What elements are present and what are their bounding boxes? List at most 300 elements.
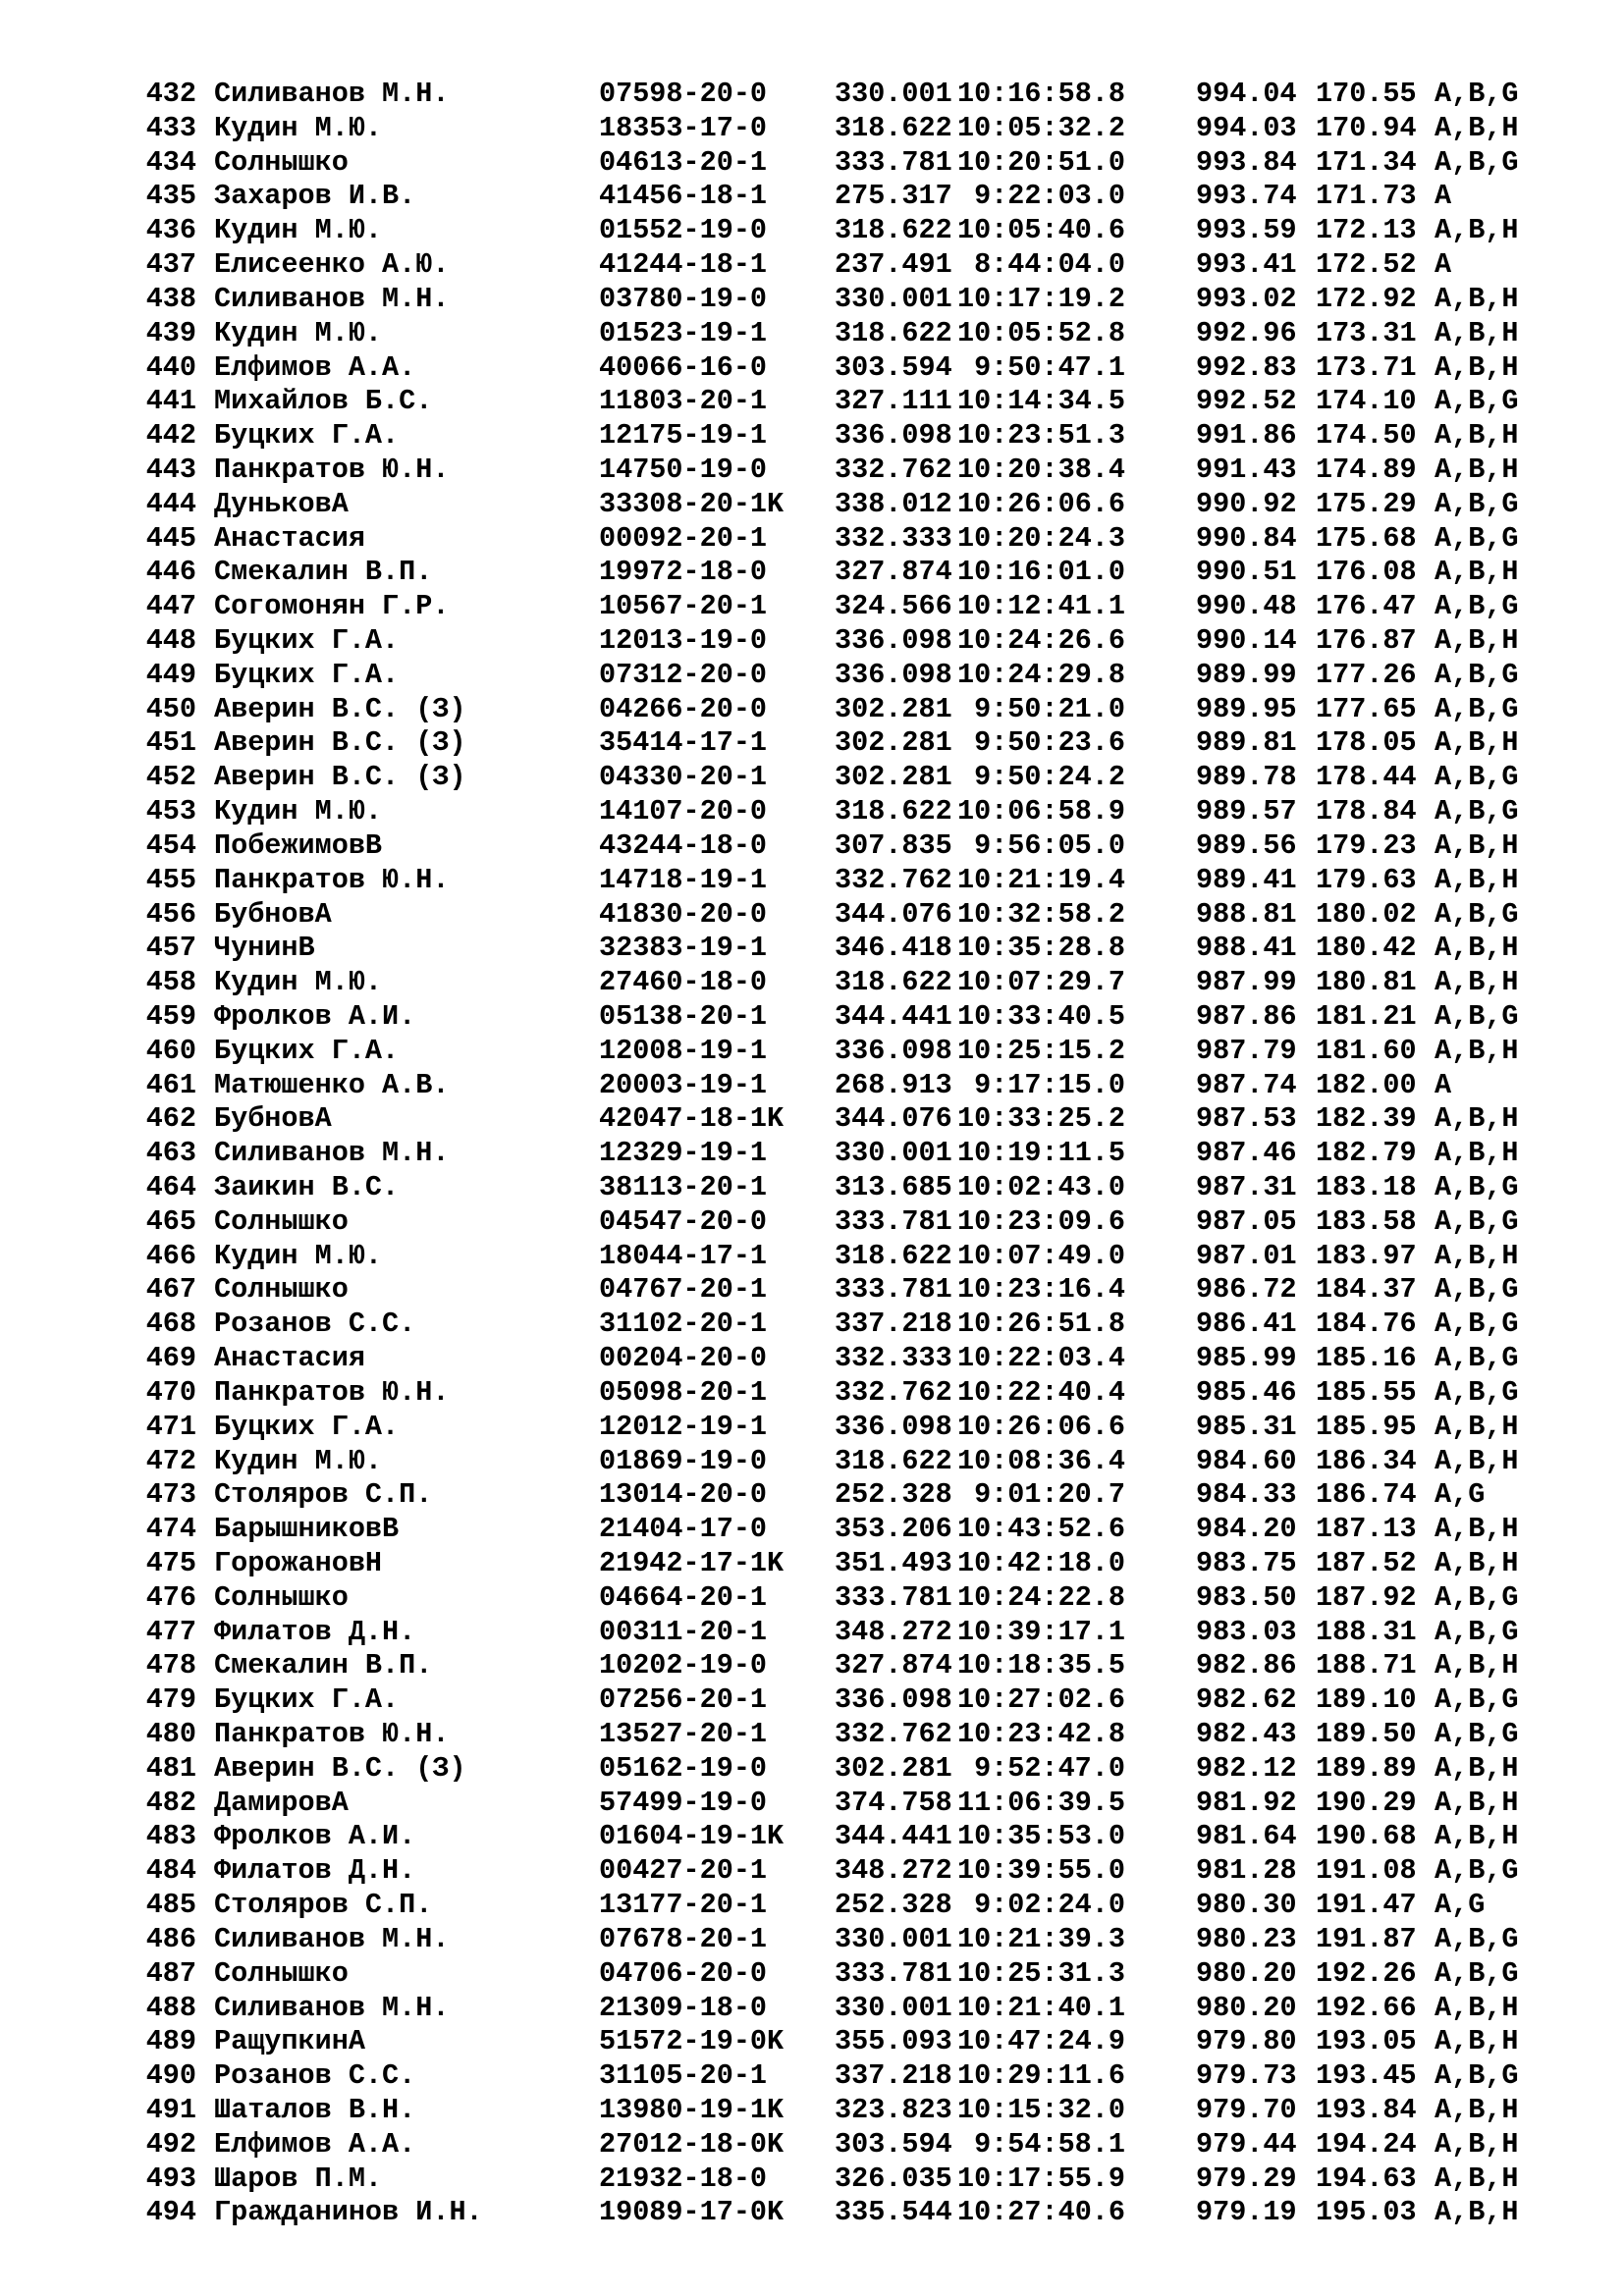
category-cell: A,B,G (1435, 145, 1519, 179)
distance-cell: 302.281 (835, 761, 952, 794)
speed-cell: 979.73 (1196, 2059, 1297, 2093)
arrival-time-cell: 10:25:31.3 (956, 1956, 1125, 1990)
coefficient-cell: 191.47 (1316, 1889, 1417, 1922)
arrival-time-cell: 10:07:49.0 (956, 1239, 1125, 1272)
distance-cell: 330.001 (835, 282, 952, 315)
speed-cell: 979.44 (1196, 2127, 1297, 2161)
coefficient-cell: 182.00 (1316, 1068, 1417, 1101)
category-cell: A,B,H (1435, 2196, 1519, 2229)
name-cell: Матюшенко А.В. (214, 1068, 450, 1101)
category-cell: A,B,G (1435, 1956, 1519, 1990)
name-cell: Столяров С.П. (214, 1889, 433, 1922)
ring-number-cell: 05098-20-1 (599, 1375, 768, 1409)
ring-number-cell: 07256-20-1 (599, 1683, 768, 1717)
coefficient-cell: 185.16 (1316, 1342, 1417, 1375)
distance-cell: 332.762 (835, 453, 952, 486)
category-cell: A,B,H (1435, 932, 1519, 965)
coefficient-cell: 185.95 (1316, 1410, 1417, 1443)
speed-cell: 989.99 (1196, 658, 1297, 691)
name-cell: Силиванов М.Н. (214, 1991, 450, 2024)
arrival-time-cell: 10:20:24.3 (956, 521, 1125, 555)
arrival-time-cell: 10:20:51.0 (956, 145, 1125, 179)
category-cell: A,B,H (1435, 282, 1519, 315)
name-cell: Силиванов М.Н. (214, 1137, 450, 1170)
category-cell: A,B,G (1435, 1922, 1519, 1955)
coefficient-cell: 174.89 (1316, 453, 1417, 486)
place-cell: 493 (145, 2162, 196, 2195)
place-cell: 444 (145, 487, 196, 520)
name-cell: Силиванов М.Н. (214, 1922, 450, 1955)
distance-cell: 344.076 (835, 1102, 952, 1136)
arrival-time-cell: 9:02:24.0 (974, 1889, 1125, 1922)
ring-number-cell: 21942-17-1K (599, 1546, 785, 1579)
speed-cell: 989.57 (1196, 795, 1297, 828)
ring-number-cell: 10567-20-1 (599, 590, 768, 623)
speed-cell: 992.52 (1196, 385, 1297, 418)
distance-cell: 336.098 (835, 658, 952, 691)
category-cell: A,B,G (1435, 487, 1519, 520)
name-cell: Заикин В.С. (214, 1171, 400, 1203)
coefficient-cell: 175.29 (1316, 487, 1417, 520)
coefficient-cell: 181.21 (1316, 999, 1417, 1033)
speed-cell: 994.03 (1196, 111, 1297, 144)
ring-number-cell: 04547-20-0 (599, 1204, 768, 1238)
category-cell: A,B,H (1435, 828, 1519, 862)
category-cell: A,B,H (1435, 214, 1519, 247)
category-cell: A,B,H (1435, 624, 1519, 657)
speed-cell: 981.92 (1196, 1786, 1297, 1819)
arrival-time-cell: 10:42:18.0 (956, 1546, 1125, 1579)
place-cell: 494 (145, 2196, 196, 2229)
category-cell: A,B,G (1435, 1308, 1519, 1341)
distance-cell: 336.098 (835, 1034, 952, 1067)
place-cell: 448 (145, 624, 196, 657)
ring-number-cell: 21932-18-0 (599, 2162, 768, 2195)
name-cell: Буцких Г.А. (214, 1410, 400, 1443)
ring-number-cell: 01552-19-0 (599, 214, 768, 247)
arrival-time-cell: 10:24:26.6 (956, 624, 1125, 657)
ring-number-cell: 13177-20-1 (599, 1889, 768, 1922)
arrival-time-cell: 10:14:34.5 (956, 385, 1125, 418)
arrival-time-cell: 10:21:19.4 (956, 863, 1125, 896)
ring-number-cell: 14107-20-0 (599, 795, 768, 828)
name-cell: Силиванов М.Н. (214, 78, 450, 110)
category-cell: A,B,G (1435, 999, 1519, 1033)
ring-number-cell: 07598-20-0 (599, 78, 768, 110)
ring-number-cell: 12175-19-1 (599, 419, 768, 453)
distance-cell: 336.098 (835, 419, 952, 453)
name-cell: Буцких Г.А. (214, 1034, 400, 1067)
ring-number-cell: 43244-18-0 (599, 828, 768, 862)
name-cell: Силиванов М.Н. (214, 282, 450, 315)
category-cell: A,B,G (1435, 1171, 1519, 1203)
speed-cell: 983.03 (1196, 1615, 1297, 1648)
coefficient-cell: 177.26 (1316, 658, 1417, 691)
distance-cell: 332.762 (835, 863, 952, 896)
place-cell: 470 (145, 1375, 196, 1409)
distance-cell: 353.206 (835, 1513, 952, 1546)
ring-number-cell: 03780-19-0 (599, 282, 768, 315)
category-cell: A,B,H (1435, 316, 1519, 349)
name-cell: Кудин М.Ю. (214, 795, 383, 828)
arrival-time-cell: 10:20:38.4 (956, 453, 1125, 486)
speed-cell: 991.86 (1196, 419, 1297, 453)
name-cell: Солнышко (214, 1956, 349, 1990)
speed-cell: 994.04 (1196, 78, 1297, 110)
place-cell: 482 (145, 1786, 196, 1819)
place-cell: 440 (145, 350, 196, 384)
ring-number-cell: 12329-19-1 (599, 1137, 768, 1170)
ring-number-cell: 14750-19-0 (599, 453, 768, 486)
coefficient-cell: 193.05 (1316, 2025, 1417, 2058)
arrival-time-cell: 10:27:40.6 (956, 2196, 1125, 2229)
ring-number-cell: 27460-18-0 (599, 966, 768, 999)
coefficient-cell: 176.47 (1316, 590, 1417, 623)
speed-cell: 988.41 (1196, 932, 1297, 965)
distance-cell: 344.441 (835, 999, 952, 1033)
category-cell: A,B,G (1435, 1375, 1519, 1409)
speed-cell: 984.60 (1196, 1444, 1297, 1477)
place-cell: 466 (145, 1239, 196, 1272)
coefficient-cell: 180.02 (1316, 897, 1417, 931)
distance-cell: 318.622 (835, 966, 952, 999)
category-cell: A,B,H (1435, 2162, 1519, 2195)
coefficient-cell: 178.84 (1316, 795, 1417, 828)
category-cell: A,B,G (1435, 78, 1519, 110)
coefficient-cell: 176.08 (1316, 556, 1417, 589)
arrival-time-cell: 10:17:19.2 (956, 282, 1125, 315)
name-cell: Панкратов Ю.Н. (214, 1718, 450, 1750)
ring-number-cell: 20003-19-1 (599, 1068, 768, 1101)
arrival-time-cell: 10:08:36.4 (956, 1444, 1125, 1477)
ring-number-cell: 04767-20-1 (599, 1273, 768, 1307)
arrival-time-cell: 10:16:01.0 (956, 556, 1125, 589)
ring-number-cell: 12012-19-1 (599, 1410, 768, 1443)
speed-cell: 987.74 (1196, 1068, 1297, 1101)
place-cell: 460 (145, 1034, 196, 1067)
category-cell: A,B,H (1435, 1820, 1519, 1853)
name-cell: Буцких Г.А. (214, 624, 400, 657)
distance-cell: 318.622 (835, 214, 952, 247)
distance-cell: 332.333 (835, 1342, 952, 1375)
category-cell: A,B,G (1435, 1580, 1519, 1614)
ring-number-cell: 05162-19-0 (599, 1751, 768, 1785)
name-cell: Шаров П.М. (214, 2162, 383, 2195)
place-cell: 453 (145, 795, 196, 828)
coefficient-cell: 179.23 (1316, 828, 1417, 862)
ring-number-cell: 11803-20-1 (599, 385, 768, 418)
place-cell: 485 (145, 1889, 196, 1922)
name-cell: Захаров И.В. (214, 180, 416, 213)
category-cell: A (1435, 180, 1452, 213)
category-cell: A,B,G (1435, 1854, 1519, 1888)
coefficient-cell: 191.08 (1316, 1854, 1417, 1888)
place-cell: 481 (145, 1751, 196, 1785)
place-cell: 432 (145, 78, 196, 110)
speed-cell: 985.46 (1196, 1375, 1297, 1409)
distance-cell: 348.272 (835, 1854, 952, 1888)
distance-cell: 327.874 (835, 1649, 952, 1682)
speed-cell: 981.64 (1196, 1820, 1297, 1853)
coefficient-cell: 176.87 (1316, 624, 1417, 657)
arrival-time-cell: 10:02:43.0 (956, 1171, 1125, 1203)
category-cell: A,B,G (1435, 1615, 1519, 1648)
category-cell: A,B,G (1435, 761, 1519, 794)
place-cell: 456 (145, 897, 196, 931)
coefficient-cell: 182.79 (1316, 1137, 1417, 1170)
arrival-time-cell: 9:52:47.0 (974, 1751, 1125, 1785)
name-cell: Филатов Д.Н. (214, 1615, 416, 1648)
coefficient-cell: 186.74 (1316, 1478, 1417, 1512)
distance-cell: 330.001 (835, 78, 952, 110)
arrival-time-cell: 10:26:06.6 (956, 487, 1125, 520)
category-cell: A,B,H (1435, 453, 1519, 486)
name-cell: Кудин М.Ю. (214, 966, 383, 999)
coefficient-cell: 195.03 (1316, 2196, 1417, 2229)
speed-cell: 989.78 (1196, 761, 1297, 794)
arrival-time-cell: 10:05:32.2 (956, 111, 1125, 144)
name-cell: Смекалин В.П. (214, 556, 433, 589)
place-cell: 447 (145, 590, 196, 623)
speed-cell: 987.79 (1196, 1034, 1297, 1067)
place-cell: 472 (145, 1444, 196, 1477)
distance-cell: 333.781 (835, 1204, 952, 1238)
category-cell: A,B,G (1435, 1342, 1519, 1375)
place-cell: 459 (145, 999, 196, 1033)
category-cell: A,G (1435, 1478, 1486, 1512)
name-cell: Панкратов Ю.Н. (214, 1375, 450, 1409)
category-cell: A,B,H (1435, 1410, 1519, 1443)
place-cell: 449 (145, 658, 196, 691)
category-cell: A,B,G (1435, 1718, 1519, 1750)
speed-cell: 993.41 (1196, 248, 1297, 282)
name-cell: БарышниковВ (214, 1513, 400, 1546)
arrival-time-cell: 9:01:20.7 (974, 1478, 1125, 1512)
distance-cell: 327.874 (835, 556, 952, 589)
speed-cell: 987.86 (1196, 999, 1297, 1033)
speed-cell: 980.20 (1196, 1991, 1297, 2024)
ring-number-cell: 00204-20-0 (599, 1342, 768, 1375)
speed-cell: 990.48 (1196, 590, 1297, 623)
ring-number-cell: 04613-20-1 (599, 145, 768, 179)
arrival-time-cell: 9:50:24.2 (974, 761, 1125, 794)
speed-cell: 979.19 (1196, 2196, 1297, 2229)
ring-number-cell: 31102-20-1 (599, 1308, 768, 1341)
speed-cell: 980.30 (1196, 1889, 1297, 1922)
category-cell: A,B,G (1435, 692, 1519, 725)
place-cell: 455 (145, 863, 196, 896)
place-cell: 445 (145, 521, 196, 555)
speed-cell: 979.29 (1196, 2162, 1297, 2195)
name-cell: Кудин М.Ю. (214, 1444, 383, 1477)
coefficient-cell: 175.68 (1316, 521, 1417, 555)
distance-cell: 268.913 (835, 1068, 952, 1101)
name-cell: Столяров С.П. (214, 1478, 433, 1512)
distance-cell: 332.762 (835, 1718, 952, 1750)
ring-number-cell: 13980-19-1K (599, 2093, 785, 2126)
place-cell: 465 (145, 1204, 196, 1238)
arrival-time-cell: 9:54:58.1 (974, 2127, 1125, 2161)
ring-number-cell: 04266-20-0 (599, 692, 768, 725)
arrival-time-cell: 10:16:58.8 (956, 78, 1125, 110)
distance-cell: 330.001 (835, 1922, 952, 1955)
distance-cell: 336.098 (835, 624, 952, 657)
place-cell: 474 (145, 1513, 196, 1546)
speed-cell: 985.99 (1196, 1342, 1297, 1375)
speed-cell: 983.50 (1196, 1580, 1297, 1614)
arrival-time-cell: 10:27:02.6 (956, 1683, 1125, 1717)
speed-cell: 982.12 (1196, 1751, 1297, 1785)
name-cell: Филатов Д.Н. (214, 1854, 416, 1888)
speed-cell: 987.05 (1196, 1204, 1297, 1238)
category-cell: A,B,H (1435, 1444, 1519, 1477)
arrival-time-cell: 10:23:16.4 (956, 1273, 1125, 1307)
ring-number-cell: 19089-17-0K (599, 2196, 785, 2229)
distance-cell: 348.272 (835, 1615, 952, 1648)
coefficient-cell: 182.39 (1316, 1102, 1417, 1136)
speed-cell: 988.81 (1196, 897, 1297, 931)
arrival-time-cell: 10:07:29.7 (956, 966, 1125, 999)
place-cell: 454 (145, 828, 196, 862)
place-cell: 443 (145, 453, 196, 486)
arrival-time-cell: 10:43:52.6 (956, 1513, 1125, 1546)
distance-cell: 303.594 (835, 350, 952, 384)
distance-cell: 333.781 (835, 1273, 952, 1307)
arrival-time-cell: 10:23:42.8 (956, 1718, 1125, 1750)
coefficient-cell: 172.92 (1316, 282, 1417, 315)
speed-cell: 992.96 (1196, 316, 1297, 349)
distance-cell: 275.317 (835, 180, 952, 213)
speed-cell: 990.92 (1196, 487, 1297, 520)
name-cell: Аверин В.С. (З) (214, 1751, 466, 1785)
ring-number-cell: 12013-19-0 (599, 624, 768, 657)
arrival-time-cell: 10:05:52.8 (956, 316, 1125, 349)
arrival-time-cell: 10:19:11.5 (956, 1137, 1125, 1170)
arrival-time-cell: 9:50:21.0 (974, 692, 1125, 725)
ring-number-cell: 27012-18-0K (599, 2127, 785, 2161)
ring-number-cell: 57499-19-0 (599, 1786, 768, 1819)
place-cell: 490 (145, 2059, 196, 2093)
coefficient-cell: 194.63 (1316, 2162, 1417, 2195)
arrival-time-cell: 8:44:04.0 (974, 248, 1125, 282)
speed-cell: 990.51 (1196, 556, 1297, 589)
place-cell: 491 (145, 2093, 196, 2126)
arrival-time-cell: 10:24:22.8 (956, 1580, 1125, 1614)
name-cell: Фролков А.И. (214, 1820, 416, 1853)
speed-cell: 987.53 (1196, 1102, 1297, 1136)
coefficient-cell: 183.97 (1316, 1239, 1417, 1272)
distance-cell: 336.098 (835, 1683, 952, 1717)
place-cell: 446 (145, 556, 196, 589)
distance-cell: 307.835 (835, 828, 952, 862)
arrival-time-cell: 10:22:03.4 (956, 1342, 1125, 1375)
ring-number-cell: 04664-20-1 (599, 1580, 768, 1614)
distance-cell: 237.491 (835, 248, 952, 282)
arrival-time-cell: 10:39:17.1 (956, 1615, 1125, 1648)
coefficient-cell: 193.84 (1316, 2093, 1417, 2126)
ring-number-cell: 04330-20-1 (599, 761, 768, 794)
distance-cell: 333.781 (835, 1956, 952, 1990)
place-cell: 464 (145, 1171, 196, 1203)
place-cell: 486 (145, 1922, 196, 1955)
distance-cell: 351.493 (835, 1546, 952, 1579)
place-cell: 480 (145, 1718, 196, 1750)
arrival-time-cell: 10:47:24.9 (956, 2025, 1125, 2058)
ring-number-cell: 38113-20-1 (599, 1171, 768, 1203)
arrival-time-cell: 9:17:15.0 (974, 1068, 1125, 1101)
name-cell: Солнышко (214, 1204, 349, 1238)
place-cell: 492 (145, 2127, 196, 2161)
ring-number-cell: 07312-20-0 (599, 658, 768, 691)
place-cell: 462 (145, 1102, 196, 1136)
name-cell: РащупкинА (214, 2025, 365, 2058)
coefficient-cell: 184.37 (1316, 1273, 1417, 1307)
category-cell: A,B,G (1435, 658, 1519, 691)
arrival-time-cell: 10:22:40.4 (956, 1375, 1125, 1409)
place-cell: 437 (145, 248, 196, 282)
place-cell: 468 (145, 1308, 196, 1341)
distance-cell: 318.622 (835, 795, 952, 828)
coefficient-cell: 177.65 (1316, 692, 1417, 725)
arrival-time-cell: 10:35:28.8 (956, 932, 1125, 965)
name-cell: Солнышко (214, 145, 349, 179)
ring-number-cell: 00311-20-1 (599, 1615, 768, 1648)
arrival-time-cell: 10:33:25.2 (956, 1102, 1125, 1136)
speed-cell: 980.20 (1196, 1956, 1297, 1990)
place-cell: 476 (145, 1580, 196, 1614)
distance-cell: 346.418 (835, 932, 952, 965)
distance-cell: 333.781 (835, 145, 952, 179)
category-cell: A,B,H (1435, 111, 1519, 144)
category-cell: A,B,G (1435, 897, 1519, 931)
distance-cell: 302.281 (835, 1751, 952, 1785)
name-cell: Анастасия (214, 521, 365, 555)
arrival-time-cell: 10:05:40.6 (956, 214, 1125, 247)
ring-number-cell: 01604-19-1K (599, 1820, 785, 1853)
category-cell: A,B,H (1435, 1649, 1519, 1682)
coefficient-cell: 183.58 (1316, 1204, 1417, 1238)
coefficient-cell: 183.18 (1316, 1171, 1417, 1203)
speed-cell: 983.75 (1196, 1546, 1297, 1579)
name-cell: Елисеенко А.Ю. (214, 248, 450, 282)
coefficient-cell: 170.55 (1316, 78, 1417, 110)
coefficient-cell: 178.05 (1316, 726, 1417, 760)
place-cell: 451 (145, 726, 196, 760)
distance-cell: 332.333 (835, 521, 952, 555)
category-cell: A,B,H (1435, 350, 1519, 384)
ring-number-cell: 18353-17-0 (599, 111, 768, 144)
speed-cell: 990.84 (1196, 521, 1297, 555)
category-cell: A,B,G (1435, 1273, 1519, 1307)
category-cell: A,B,H (1435, 966, 1519, 999)
name-cell: Кудин М.Ю. (214, 316, 383, 349)
coefficient-cell: 171.34 (1316, 145, 1417, 179)
place-cell: 473 (145, 1478, 196, 1512)
speed-cell: 993.59 (1196, 214, 1297, 247)
coefficient-cell: 170.94 (1316, 111, 1417, 144)
arrival-time-cell: 10:26:06.6 (956, 1410, 1125, 1443)
category-cell: A,B,H (1435, 863, 1519, 896)
place-cell: 439 (145, 316, 196, 349)
arrival-time-cell: 10:23:09.6 (956, 1204, 1125, 1238)
distance-cell: 318.622 (835, 1444, 952, 1477)
coefficient-cell: 179.63 (1316, 863, 1417, 896)
coefficient-cell: 188.71 (1316, 1649, 1417, 1682)
ring-number-cell: 10202-19-0 (599, 1649, 768, 1682)
ring-number-cell: 42047-18-1K (599, 1102, 785, 1136)
coefficient-cell: 190.68 (1316, 1820, 1417, 1853)
ring-number-cell: 14718-19-1 (599, 863, 768, 896)
